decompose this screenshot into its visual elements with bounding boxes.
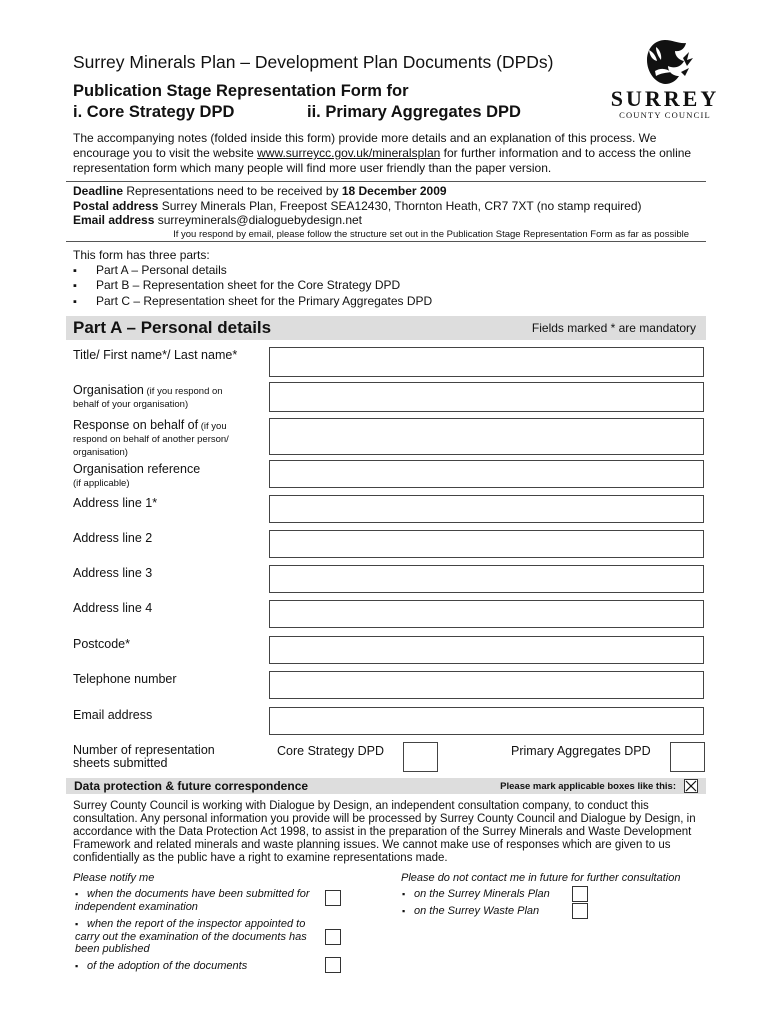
parts-intro: This form has three parts: [73, 248, 210, 262]
parts-list [73, 248, 432, 309]
primary-aggregates-label: Primary Aggregates DPD [511, 744, 651, 758]
subtitle-core-strategy: i. Core Strategy DPD [73, 103, 235, 121]
postcode-label: Postcode* [73, 637, 130, 651]
notify-item-report: ▪ when the report of the inspector appointed to carry out the examination of the documents has been published [75, 918, 320, 956]
example-checkbox [684, 779, 698, 793]
list-item: ▪ Part B – Representation sheet for the Core Strategy DPD [73, 278, 432, 294]
intro-paragraph [73, 131, 703, 176]
primary-aggregates-sheets-input[interactable] [670, 742, 705, 772]
email-address: surreyminerals@dialoguebydesign.net [154, 213, 363, 227]
document-title: Surrey Minerals Plan – Development Plan Documents (DPDs) [73, 52, 554, 72]
logo-subtitle: COUNTY COUNCIL [619, 110, 711, 120]
address2-label: Address line 2 [73, 531, 153, 545]
deadline-date: 18 December 2009 [341, 184, 447, 198]
address3-field[interactable] [269, 565, 704, 593]
list-item: ▪ Part A – Personal details [73, 263, 432, 279]
deadline-text: Representations need to be received by [123, 184, 342, 198]
core-strategy-sheets-input[interactable] [403, 742, 438, 772]
contact-details [73, 184, 703, 241]
email-field-label: Email address [73, 708, 153, 722]
cross-icon [685, 780, 697, 792]
mark-boxes-note: Please mark applicable boxes like this: [500, 781, 676, 792]
notify-item-adoption: ▪ of the adoption of the documents [75, 960, 310, 973]
divider [66, 181, 706, 182]
no-contact-item-waste: ▪ on the Surrey Waste Plan [402, 905, 539, 918]
telephone-field[interactable] [269, 671, 704, 699]
subtitle-line1: Publication Stage Representation Form for [73, 82, 409, 100]
list-item: ▪ Part C – Representation sheet for the Primary Aggregates DPD [73, 294, 432, 310]
postal-label: Postal address [73, 198, 159, 213]
notify-heading: Please notify me [73, 872, 155, 884]
divider [66, 241, 706, 242]
part-a-header [66, 316, 706, 340]
logo-wordmark: SURREY [610, 86, 720, 111]
part-a-title: Part A – Personal details [73, 318, 272, 337]
address1-label: Address line 1* [73, 496, 158, 510]
email-field[interactable] [269, 707, 704, 735]
core-strategy-label: Core Strategy DPD [277, 744, 384, 758]
no-contact-minerals-checkbox[interactable] [572, 886, 588, 902]
address4-label: Address line 4 [73, 601, 153, 615]
form-subtitle [73, 81, 521, 123]
notify-report-checkbox[interactable] [325, 929, 341, 945]
notify-adoption-checkbox[interactable] [325, 957, 341, 973]
email-label: Email address [73, 213, 155, 227]
no-contact-waste-checkbox[interactable] [572, 903, 588, 919]
surrey-logo [605, 36, 725, 120]
data-protection-header [66, 778, 706, 794]
telephone-label: Telephone number [73, 672, 177, 686]
org-ref-label: Organisation reference (if applicable) [73, 462, 201, 489]
organisation-label: Organisation (if you respond on behalf of your organisation) [73, 383, 223, 410]
no-contact-heading: Please do not contact me in future for further consultation [401, 872, 681, 884]
deadline-line [73, 184, 703, 199]
address1-field[interactable] [269, 495, 704, 523]
subtitle-primary-aggregates: ii. Primary Aggregates DPD [307, 103, 521, 121]
mandatory-note: Fields marked * are mandatory [531, 321, 696, 335]
deadline-label: Deadline [73, 184, 124, 198]
behalf-field[interactable] [269, 418, 704, 455]
behalf-label: Response on behalf of (if you respond on behalf of another person/ organisation) [73, 418, 229, 458]
address2-field[interactable] [269, 530, 704, 558]
intro-text-2: for further information and to access the online representation form which many people will find more user friendly than the paper version. [73, 146, 692, 175]
postal-address: Surrey Minerals Plan, Freepost SEA12430, Thornton Heath, CR7 7XT (no stamp required) [158, 198, 642, 213]
website-link[interactable]: www.surreycc.gov.uk/mineralsplan [257, 146, 441, 160]
name-field[interactable] [269, 347, 704, 377]
postcode-field[interactable] [269, 636, 704, 664]
data-protection-text: Surrey County Council is working with Dialogue by Design, an independent consultation company, to conduct this consultation. Any personal information you provide will be processed by Surrey County Council and Dialogue by Design, in accordance with the Data Protection Act 1998, to assist in the preparation of the Surrey Minerals and Waste Development Framework and related minerals and waste planning issues. We cannot make use of responses which are given to us confidentially as the public have a right to examine representations made. [73, 800, 696, 864]
address3-label: Address line 3 [73, 566, 153, 580]
email-note: If you respond by email, please follow the structure set out in the Publication Stage Representation Form as far as possible [173, 228, 689, 240]
data-protection-title: Data protection & future correspondence [74, 779, 309, 793]
organisation-field[interactable] [269, 382, 704, 412]
oak-leaf-icon [605, 36, 725, 86]
intro-text-1: The accompanying notes (folded inside this form) provide more details and an explanation of this process. We encourage you to visit the website [73, 131, 657, 160]
org-ref-field[interactable] [269, 460, 704, 488]
notify-submitted-checkbox[interactable] [325, 890, 341, 906]
postal-line [73, 199, 703, 214]
notify-item-submitted: ▪ when the documents have been submitted for independent examination [75, 888, 310, 913]
address4-field[interactable] [269, 600, 704, 628]
name-label: Title/ First name*/ Last name* [73, 348, 238, 362]
sheets-label: Number of representation sheets submitted [73, 743, 215, 770]
email-line [73, 213, 703, 228]
no-contact-item-minerals: ▪ on the Surrey Minerals Plan [402, 888, 550, 901]
subtitle-line2 [73, 102, 521, 123]
